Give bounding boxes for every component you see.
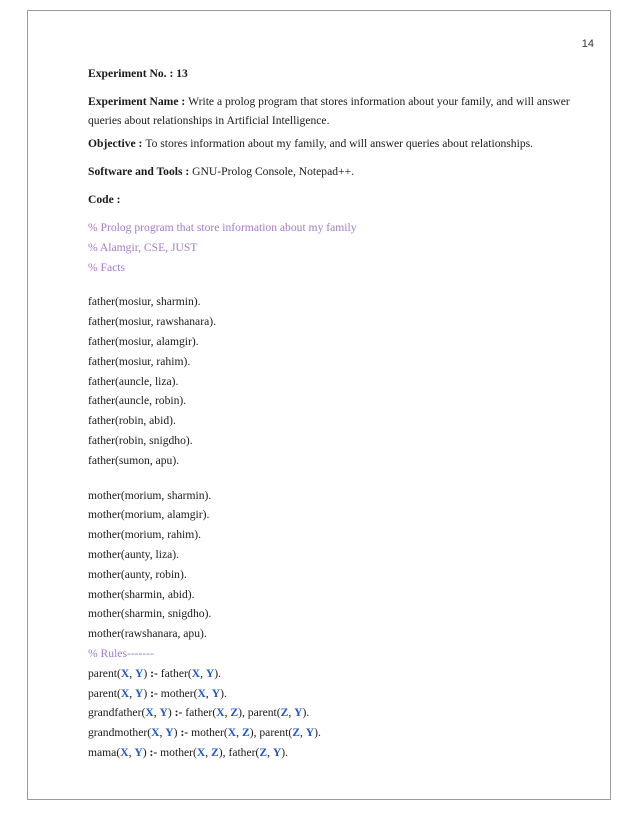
software-value: GNU-Prolog Console, Notepad++. — [192, 165, 355, 178]
variable: Y — [272, 745, 282, 759]
rule-line: mama(X, Y) :- mother(X, Z), father(Z, Y). — [88, 745, 289, 759]
code-comment: % Alamgir, CSE, JUST — [88, 240, 198, 254]
rule-head: grandfather — [88, 706, 142, 720]
variable: Y — [135, 686, 144, 700]
code-block — [88, 218, 598, 763]
variable: X — [191, 666, 201, 680]
objective-label: Objective : — [88, 137, 146, 150]
body-predicate: mother — [191, 726, 224, 740]
experiment-name-label: Experiment Name : — [88, 95, 189, 108]
code-label: Code : — [88, 193, 121, 206]
body-predicate: parent — [259, 726, 289, 740]
code-line: mother(aunty, robin). — [88, 567, 187, 581]
code-line: father(robin, abid). — [88, 414, 176, 428]
variable: Z — [230, 706, 239, 720]
body-predicate: father — [228, 745, 256, 759]
code-line: mother(sharmin, snigdho). — [88, 607, 212, 621]
code-line: father(auncle, liza). — [88, 374, 179, 388]
mother-facts — [88, 486, 598, 644]
variable: X — [145, 706, 154, 720]
variable: X — [227, 726, 237, 740]
body-predicate: father — [160, 666, 188, 680]
document-body — [88, 64, 598, 763]
code-line: father(auncle, robin). — [88, 394, 187, 408]
code-line: father(mosiur, sharmin). — [88, 295, 201, 309]
experiment-name — [88, 92, 598, 130]
body-predicate: mother — [160, 686, 194, 700]
variable: X — [196, 745, 206, 759]
variable: Z — [280, 706, 289, 720]
rule-head: grandmother — [88, 726, 148, 740]
code-comment: % Prolog program that store information about my family — [88, 221, 357, 234]
experiment-no-value: 13 — [176, 67, 188, 80]
code-line: mother(morium, sharmin). — [88, 488, 212, 502]
code-line: father(mosiur, rawshanara). — [88, 315, 216, 329]
variable: X — [120, 745, 129, 759]
variable: Y — [294, 706, 303, 720]
variable: X — [216, 706, 225, 720]
variable: Y — [159, 706, 168, 720]
experiment-no — [88, 64, 598, 83]
objective — [88, 134, 598, 153]
rule-line: parent(X, Y) :- mother(X, Y). — [88, 686, 227, 700]
objective-value: To stores information about my family, and will answer queries about relationships. — [145, 137, 534, 150]
code-line: mother(sharmin, abid). — [88, 587, 195, 601]
variable: Z — [292, 726, 300, 740]
variable: Z — [259, 745, 268, 759]
variable: Z — [241, 726, 250, 740]
software-label: Software and Tools : — [88, 165, 193, 178]
rule-operator: :- — [150, 686, 158, 700]
variable: Y — [205, 666, 215, 680]
code-line: father(mosiur, rahim). — [88, 354, 191, 368]
code-line: father(robin, snigdho). — [88, 433, 193, 447]
variable: X — [151, 726, 160, 740]
code-line: father(mosiur, alamgir). — [88, 334, 199, 348]
code-line: mother(morium, alamgir). — [88, 508, 210, 522]
code-line: father(sumon, apu). — [88, 453, 180, 467]
variable: Y — [211, 686, 221, 700]
code-comment: % Facts — [88, 260, 126, 274]
page-number: 14 — [581, 38, 594, 50]
code-heading — [88, 190, 598, 209]
rule-head: mama — [88, 745, 117, 759]
body-predicate: mother — [160, 745, 193, 759]
variable: X — [197, 686, 206, 700]
father-facts — [88, 292, 598, 470]
variable: Y — [165, 726, 174, 740]
variable: X — [120, 686, 130, 700]
experiment-no-label: Experiment No. : — [88, 67, 177, 80]
blank-line — [88, 471, 598, 486]
rule-line: parent(X, Y) :- father(X, Y). — [88, 666, 222, 680]
code-line: mother(aunty, liza). — [88, 547, 179, 561]
body-predicate: father — [185, 706, 213, 720]
experiment-name-value: Write a prolog program that stores information about your family, and will answer queries about relationships in Artificial Intelligence. — [88, 95, 570, 127]
rule-head: parent — [88, 666, 117, 680]
rule-operator: :- — [150, 666, 158, 680]
variable: Z — [211, 745, 219, 759]
rule-line: grandfather(X, Y) :- father(X, Z), parent(Z, Y). — [88, 706, 310, 720]
rule-operator: :- — [174, 706, 183, 720]
rule-head: parent — [88, 686, 117, 700]
rule-line: grandmother(X, Y) :- mother(X, Z), parent(Z, Y). — [88, 726, 321, 740]
rule-operator: :- — [180, 726, 189, 740]
variable: Y — [134, 745, 143, 759]
rules — [88, 664, 598, 763]
code-line: mother(morium, rahim). — [88, 528, 202, 542]
variable: Y — [305, 726, 315, 740]
variable: Y — [135, 666, 144, 680]
rule-operator: :- — [149, 745, 158, 759]
software-tools — [88, 162, 598, 181]
blank-line — [88, 277, 598, 292]
variable: X — [120, 666, 130, 680]
rules-comment: % Rules------- — [88, 646, 154, 660]
code-line: mother(rawshanara, apu). — [88, 627, 207, 641]
body-predicate: parent — [247, 706, 277, 720]
